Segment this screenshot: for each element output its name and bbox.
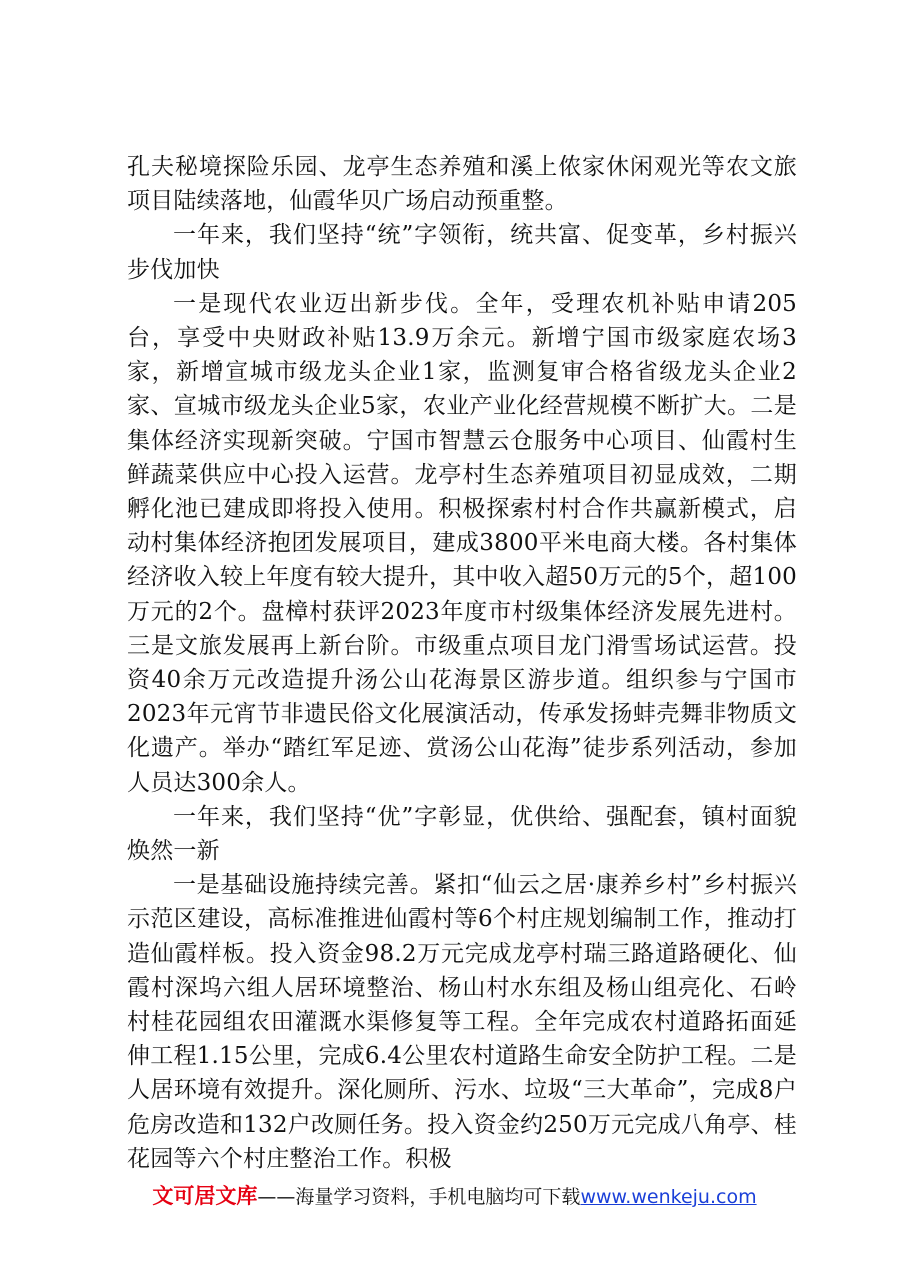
document-body <box>127 150 797 1176</box>
footer-url-link[interactable]: www.wenkeju.com <box>580 1186 757 1208</box>
section-heading-you: 一年来，我们坚持“优”字彰显，优供给、强配套，镇村面貌焕然一新 <box>127 803 797 865</box>
paragraph: 一是基础设施持续完善。紧扣“仙云之居·康养乡村”乡村振兴示范区建设，高标准推进仙霞村等6个村庄规划编制工作，推动打造仙霞样板。投入资金98.2万元完成龙亭村瑞三路道路硬化、仙霞村深坞六组人居环境整治、杨山村水东组及杨山组亮化、石岭村桂花园组农田灌溉水渠修复等工程。全年完成农村道路拓面延伸工程1.15公里，完成6.4公里农村道路生命安全防护工程。二是人居环境有效提升。深化厕所、污水、垃圾“三大革命”，完成8户危房改造和132户改厕任务。投入资金约250万元完成八角亭、桂花园等六个村庄整治工作。积极 <box>127 872 797 1172</box>
footer-tagline: ——海量学习资料，手机电脑均可下载 <box>257 1186 581 1208</box>
paragraph: 一是现代农业迈出新步伐。全年，受理农机补贴申请205台，享受中央财政补贴13.9万余元。新增宁国市级家庭农场3家，新增宣城市级龙头企业1家，监测复审合格省级龙头企业2家、宣城市级龙头企业5家，农业产业化经营规模不断扩大。二是集体经济实现新突破。宁国市智慧云仓服务中心项目、仙霞村生鲜蔬菜供应中心投入运营。龙亭村生态养殖项目初显成效，二期孵化池已建成即将投入使用。积极探索村村合作共赢新模式，启动村集体经济抱团发展项目，建成3800平米电商大楼。各村集体经济收入较上年度有较大提升，其中收入超50万元的5个，超100万元的2个。盘樟村获评2023年度市村级集体经济发展先进村。三是文旅发展再上新台阶。市级重点项目龙门滑雪场试运营。投资40余万元改造提升汤公山花海景区游步道。组织参与宁国市2023年元宵节非遗民俗文化展演活动，传承发扬蚌壳舞非物质文化遗产。举办“踏红军足迹、赏汤公山花海”徒步系列活动，参加人员达300余人。 <box>127 290 797 796</box>
section-heading-tong: 一年来，我们坚持“统”字领衔，统共富、促变革，乡村振兴步伐加快 <box>127 222 797 283</box>
footer-brand: 文可居文库 <box>152 1184 258 1208</box>
paragraph: 孔夫秘境探险乐园、龙亭生态养殖和溪上侬家休闲观光等农文旅项目陆续落地，仙霞华贝广场启动预重整。 <box>127 154 797 215</box>
footer-banner <box>0 1183 909 1210</box>
